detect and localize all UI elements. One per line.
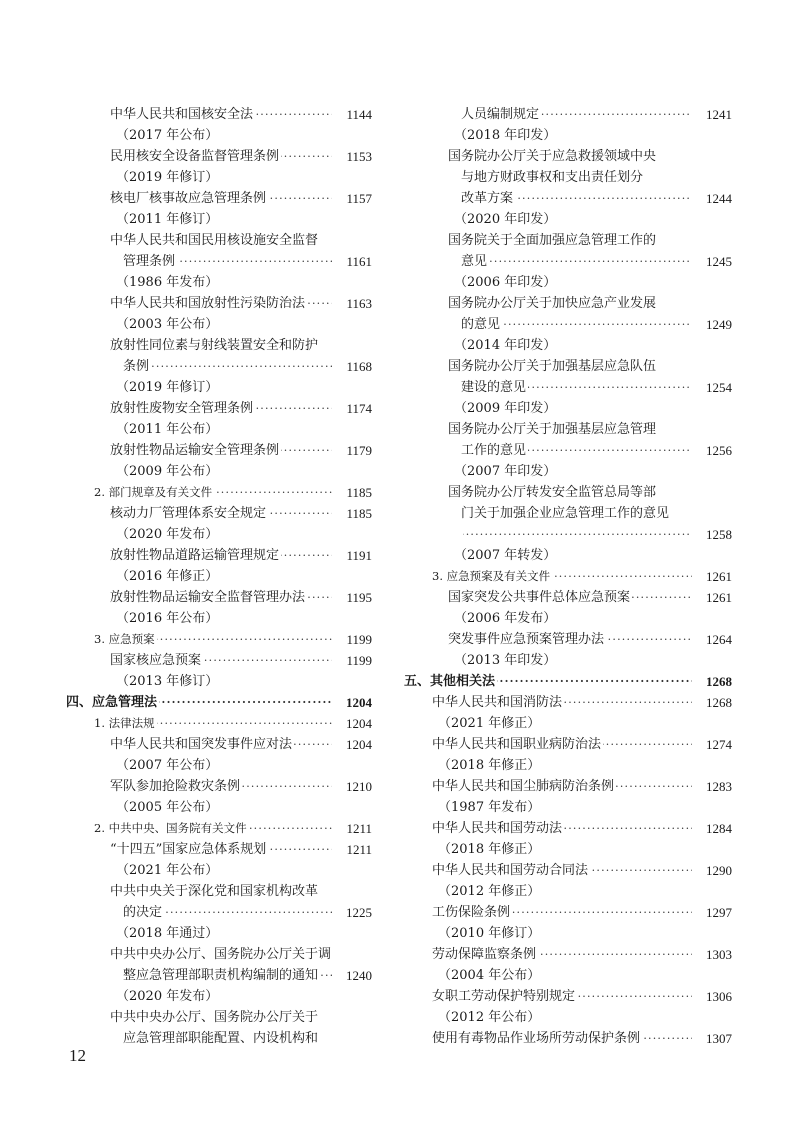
toc-entry-title: 的决定 <box>123 905 163 920</box>
toc-entry-title: （2013 年印发） <box>454 653 557 668</box>
toc-entry-title: 国家核应急预案 <box>110 653 202 668</box>
toc-line <box>404 923 732 944</box>
toc-page-number: 1284 <box>694 818 732 839</box>
dot-leader <box>461 524 692 545</box>
toc-line <box>66 335 372 356</box>
toc-entry-title: （2007 年印发） <box>454 464 557 479</box>
toc-page-number: 1185 <box>334 482 372 503</box>
toc-entry-title: 放射性废物安全管理条例 <box>110 401 254 416</box>
toc-page-number: 1211 <box>334 839 372 860</box>
toc-page-number: 1297 <box>694 902 732 923</box>
dot-leader <box>461 251 692 272</box>
toc-entry-title: （2021 年修正） <box>438 716 541 731</box>
toc-line <box>404 167 732 188</box>
toc-line <box>66 944 372 965</box>
toc-entry-title: 3. 应急预案及有关文件 <box>432 569 551 583</box>
toc-entry <box>404 188 732 209</box>
toc-line <box>404 356 732 377</box>
toc-line <box>404 272 732 293</box>
toc-entry <box>404 860 732 881</box>
toc-entry <box>404 902 732 923</box>
toc-page-number: 1258 <box>694 524 732 545</box>
toc-page-number: 1225 <box>334 902 372 923</box>
toc-entry <box>404 629 732 650</box>
toc-entry-title: 1. 法律法规 <box>94 716 155 730</box>
toc-page-number: 1210 <box>334 776 372 797</box>
toc-entry-title: （2017 年公布） <box>116 128 219 143</box>
toc-entry-title: （2020 年印发） <box>454 212 557 227</box>
toc-page-number: 1204 <box>334 734 372 755</box>
toc-column-right <box>404 104 732 1049</box>
toc-entry-title: （2016 年修正） <box>116 569 219 584</box>
toc-line <box>66 377 372 398</box>
toc-entry-title <box>461 527 463 542</box>
toc-line <box>66 797 372 818</box>
toc-entry-title: 国务院办公厅关于加快应急产业发展 <box>448 296 657 311</box>
toc-entry-title: 中共中央关于深化党和国家机构改革 <box>110 884 319 899</box>
toc-entry-title: 3. 应急预案 <box>94 632 155 646</box>
toc-line <box>66 755 372 776</box>
toc-line <box>66 923 372 944</box>
toc-entry-title: （2009 年公布） <box>116 464 219 479</box>
toc-entry-title: 中华人民共和国核安全法 <box>110 107 254 122</box>
toc-line <box>66 167 372 188</box>
dot-leader <box>123 356 332 377</box>
toc-entry <box>66 692 372 713</box>
toc-page-number: 1163 <box>334 293 372 314</box>
toc-entry-title: 中华人民共和国劳动合同法 <box>432 863 589 878</box>
toc-entry-title: 工伤保险条例 <box>432 905 511 920</box>
toc-entry <box>66 440 372 461</box>
toc-entry <box>66 587 372 608</box>
toc-page-number: 1179 <box>334 440 372 461</box>
toc-page-number: 1204 <box>334 692 372 713</box>
toc-entry-title: 人员编制规定 <box>461 107 540 122</box>
toc-line <box>66 671 372 692</box>
toc-entry-title: （2016 年公布） <box>116 611 219 626</box>
toc-entry-title: 工作的意见 <box>461 443 527 458</box>
toc-entry-title: 放射性物品道路运输管理规定 <box>110 548 280 563</box>
toc-entry-title: 中共中央办公厅、国务院办公厅关于 <box>110 1010 319 1025</box>
toc-page-number: 1161 <box>334 251 372 272</box>
toc-entry <box>66 146 372 167</box>
toc-line <box>404 503 732 524</box>
toc-line <box>404 125 732 146</box>
toc-entry <box>66 629 372 650</box>
toc-entry-title: 管理条例 <box>123 254 176 269</box>
toc-entry-title: （2009 年印发） <box>454 401 557 416</box>
toc-entry-title: 四、应急管理法 <box>66 695 158 710</box>
toc-entry-title: （2005 年公布） <box>116 800 219 815</box>
toc-entry-title: 建设的意见 <box>461 380 527 395</box>
toc-line <box>66 881 372 902</box>
toc-line <box>66 986 372 1007</box>
toc-entry <box>404 944 732 965</box>
toc-line <box>404 293 732 314</box>
toc-entry-title: 五、其他相关法 <box>404 674 496 689</box>
toc-entry-title: （2011 年公布） <box>116 422 219 437</box>
toc-line <box>404 755 732 776</box>
toc-page-number: 1249 <box>694 314 732 335</box>
toc-entry-title: （2006 年发布） <box>454 611 557 626</box>
toc-entry <box>66 839 372 860</box>
toc-page-number: 1157 <box>334 188 372 209</box>
toc-page-number: 1245 <box>694 251 732 272</box>
toc-page-number: 1168 <box>334 356 372 377</box>
toc-entry <box>66 104 372 125</box>
toc-line <box>66 209 372 230</box>
toc-entry <box>404 734 732 755</box>
toc-entry-title: 条例 <box>123 359 150 374</box>
toc-entry-title: 放射性同位素与射线装置安全和防护 <box>110 338 319 353</box>
toc-entry-title: （2007 年转发） <box>454 548 557 563</box>
toc-page-number: 1261 <box>694 587 732 608</box>
toc-entry-title: （2012 年公布） <box>438 1010 541 1025</box>
toc-entry-title: （2014 年印发） <box>454 338 557 353</box>
toc-line <box>66 608 372 629</box>
toc-entry-title: 意见 <box>461 254 488 269</box>
toc-entry-title: 中共中央办公厅、国务院办公厅关于调 <box>110 947 332 962</box>
toc-entry-title: 中华人民共和国职业病防治法 <box>432 737 602 752</box>
toc-entry-title: 与地方财政事权和支出责任划分 <box>461 170 644 185</box>
toc-line <box>66 461 372 482</box>
toc-entry <box>404 692 732 713</box>
toc-line <box>404 797 732 818</box>
toc-entry-title: 核电厂核事故应急管理条例 <box>110 191 267 206</box>
toc-entry <box>404 776 732 797</box>
toc-line <box>66 314 372 335</box>
toc-entry-title: （2011 年修订） <box>116 212 219 227</box>
toc-entry-title: （2006 年印发） <box>454 275 557 290</box>
toc-entry-title: 中华人民共和国劳动法 <box>432 821 563 836</box>
toc-line <box>404 650 732 671</box>
toc-entry-title: （2018 年通过） <box>116 926 219 941</box>
toc-page-number: 1195 <box>334 587 372 608</box>
toc-page-number: 1256 <box>694 440 732 461</box>
toc-line <box>404 398 732 419</box>
toc-entry-title: （2018 年修正） <box>438 842 541 857</box>
toc-page-number: 1241 <box>694 104 732 125</box>
toc-page-number: 1153 <box>334 146 372 167</box>
toc-line <box>404 881 732 902</box>
toc-entry <box>66 251 372 272</box>
toc-line <box>404 839 732 860</box>
toc-line <box>66 272 372 293</box>
toc-entry-title: 放射性物品运输安全监督管理办法 <box>110 590 306 605</box>
toc-entry <box>66 650 372 671</box>
toc-page-number: 1199 <box>334 629 372 650</box>
toc-entry <box>66 713 372 734</box>
toc-entry-title: （2019 年修订） <box>116 170 219 185</box>
toc-entry-title: 中华人民共和国尘肺病防治条例 <box>432 779 615 794</box>
toc-entry <box>404 566 732 587</box>
toc-entry <box>404 1028 732 1049</box>
toc-entry <box>404 377 732 398</box>
toc-entry-title: 应急管理部职能配置、内设机构和 <box>123 1031 319 1046</box>
toc-line <box>66 230 372 251</box>
toc-line <box>66 524 372 545</box>
toc-page-number: 1144 <box>334 104 372 125</box>
toc-line <box>404 965 732 986</box>
toc-line <box>404 335 732 356</box>
toc-line <box>404 713 732 734</box>
toc-entry-title: 国务院办公厅关于加强基层应急管理 <box>448 422 657 437</box>
toc-page-number: 1274 <box>694 734 732 755</box>
toc-page-number: 1185 <box>334 503 372 524</box>
toc-entry <box>404 671 732 692</box>
toc-entry <box>66 545 372 566</box>
toc-page-number: 1244 <box>694 188 732 209</box>
toc-entry-title: 突发事件应急预案管理办法 <box>448 632 605 647</box>
toc-page-number: 1240 <box>334 965 372 986</box>
toc-entry-title: 国务院办公厅关于加强基层应急队伍 <box>448 359 657 374</box>
toc-page-number: 1268 <box>694 692 732 713</box>
toc-entry-title: （2018 年修正） <box>438 758 541 773</box>
toc-page-number: 1199 <box>334 650 372 671</box>
toc-entry-title: （1986 年发布） <box>116 275 219 290</box>
toc-entry-title: （2003 年公布） <box>116 317 219 332</box>
toc-line <box>66 860 372 881</box>
toc-entry <box>66 293 372 314</box>
toc-page-number: 1211 <box>334 818 372 839</box>
toc-entry <box>66 818 372 839</box>
toc-entry-title: 的意见 <box>461 317 501 332</box>
toc-entry <box>404 524 732 545</box>
toc-entry-title: 中华人民共和国民用核设施安全监督 <box>110 233 319 248</box>
toc-entry <box>66 398 372 419</box>
toc-entry-title: （2013 年修订） <box>116 674 219 689</box>
toc-entry-title: 国务院办公厅转发安全监管总局等部 <box>448 485 657 500</box>
page-number: 12 <box>69 1046 86 1065</box>
toc-entry-title: （2012 年修正） <box>438 884 541 899</box>
toc-entry <box>66 188 372 209</box>
toc-entry <box>66 965 372 986</box>
toc-entry-title: 中华人民共和国消防法 <box>432 695 563 710</box>
toc-entry-title: 民用核安全设备监督管理条例 <box>110 149 280 164</box>
toc-entry <box>404 986 732 1007</box>
toc-line <box>404 209 732 230</box>
toc-entry-title: 2. 部门规章及有关文件 <box>94 485 213 499</box>
toc-line <box>404 419 732 440</box>
toc-line <box>66 566 372 587</box>
toc-entry-title: 中华人民共和国放射性污染防治法 <box>110 296 306 311</box>
toc-entry <box>404 818 732 839</box>
toc-line <box>404 545 732 566</box>
toc-page-number: 1306 <box>694 986 732 1007</box>
toc-line <box>66 419 372 440</box>
toc-entry-title: （2020 年发布） <box>116 527 219 542</box>
toc-entry-title: 女职工劳动保护特别规定 <box>432 989 576 1004</box>
toc-entry-title: （2021 年公布） <box>116 863 219 878</box>
toc-page-number: 1261 <box>694 566 732 587</box>
toc-entry-title: （2010 年修订） <box>438 926 541 941</box>
toc-entry-title: 国务院关于全面加强应急管理工作的 <box>448 233 657 248</box>
toc-column-left <box>66 104 372 1049</box>
toc-entry <box>404 440 732 461</box>
toc-entry-title: 劳动保障监察条例 <box>432 947 537 962</box>
toc-entry <box>404 587 732 608</box>
toc-line <box>66 1028 372 1049</box>
toc-page-number: 1268 <box>694 671 732 692</box>
toc-page-number: 1174 <box>334 398 372 419</box>
toc-entry <box>404 104 732 125</box>
toc-line <box>404 482 732 503</box>
toc-line <box>404 461 732 482</box>
toc-line <box>66 125 372 146</box>
toc-entry-title: 整应急管理部职责机构编制的通知 <box>123 968 319 983</box>
toc-entry <box>66 356 372 377</box>
toc-entry-title: （2004 年公布） <box>438 968 541 983</box>
toc-entry-title: 中华人民共和国突发事件应对法 <box>110 737 293 752</box>
toc-entry-title: （2007 年公布） <box>116 758 219 773</box>
toc-entry-title: 国家突发公共事件总体应急预案 <box>448 590 631 605</box>
toc-entry <box>404 251 732 272</box>
toc-entry-title: 军队参加抢险救灾条例 <box>110 779 241 794</box>
toc-line <box>404 146 732 167</box>
toc-entry-title: （1987 年发布） <box>438 800 541 815</box>
toc-entry-title: 改革方案 <box>461 191 514 206</box>
toc-entry-title: 使用有毒物品作业场所劳动保护条例 <box>432 1031 641 1046</box>
toc-entry-title: （2018 年印发） <box>454 128 557 143</box>
toc-entry <box>66 776 372 797</box>
toc-page-number: 1204 <box>334 713 372 734</box>
toc-page-number: 1303 <box>694 944 732 965</box>
toc-line <box>404 230 732 251</box>
toc-entry <box>66 902 372 923</box>
toc-page-number: 1283 <box>694 776 732 797</box>
toc-line <box>404 1007 732 1028</box>
toc-entry <box>404 314 732 335</box>
toc-entry <box>66 503 372 524</box>
toc-page-number: 1254 <box>694 377 732 398</box>
toc-entry <box>66 482 372 503</box>
toc-entry-title: 国务院办公厅关于应急救援领域中央 <box>448 149 657 164</box>
toc-entry <box>66 734 372 755</box>
toc-entry-title: “十四五”国家应急体系规划 <box>110 842 267 857</box>
toc-page-number: 1290 <box>694 860 732 881</box>
toc-entry-title: 门关于加强企业应急管理工作的意见 <box>461 506 670 521</box>
toc-entry-title: 核动力厂管理体系安全规定 <box>110 506 267 521</box>
toc-entry-title: （2020 年发布） <box>116 989 219 1004</box>
toc-line <box>404 608 732 629</box>
toc-page-number: 1264 <box>694 629 732 650</box>
toc-entry-title: （2019 年修订） <box>116 380 219 395</box>
toc-line <box>66 1007 372 1028</box>
toc-page-number: 1191 <box>334 545 372 566</box>
toc-entry-title: 2. 中共中央、国务院有关文件 <box>94 821 247 835</box>
toc-page-number: 1307 <box>694 1028 732 1049</box>
toc-entry-title: 放射性物品运输安全管理条例 <box>110 443 280 458</box>
